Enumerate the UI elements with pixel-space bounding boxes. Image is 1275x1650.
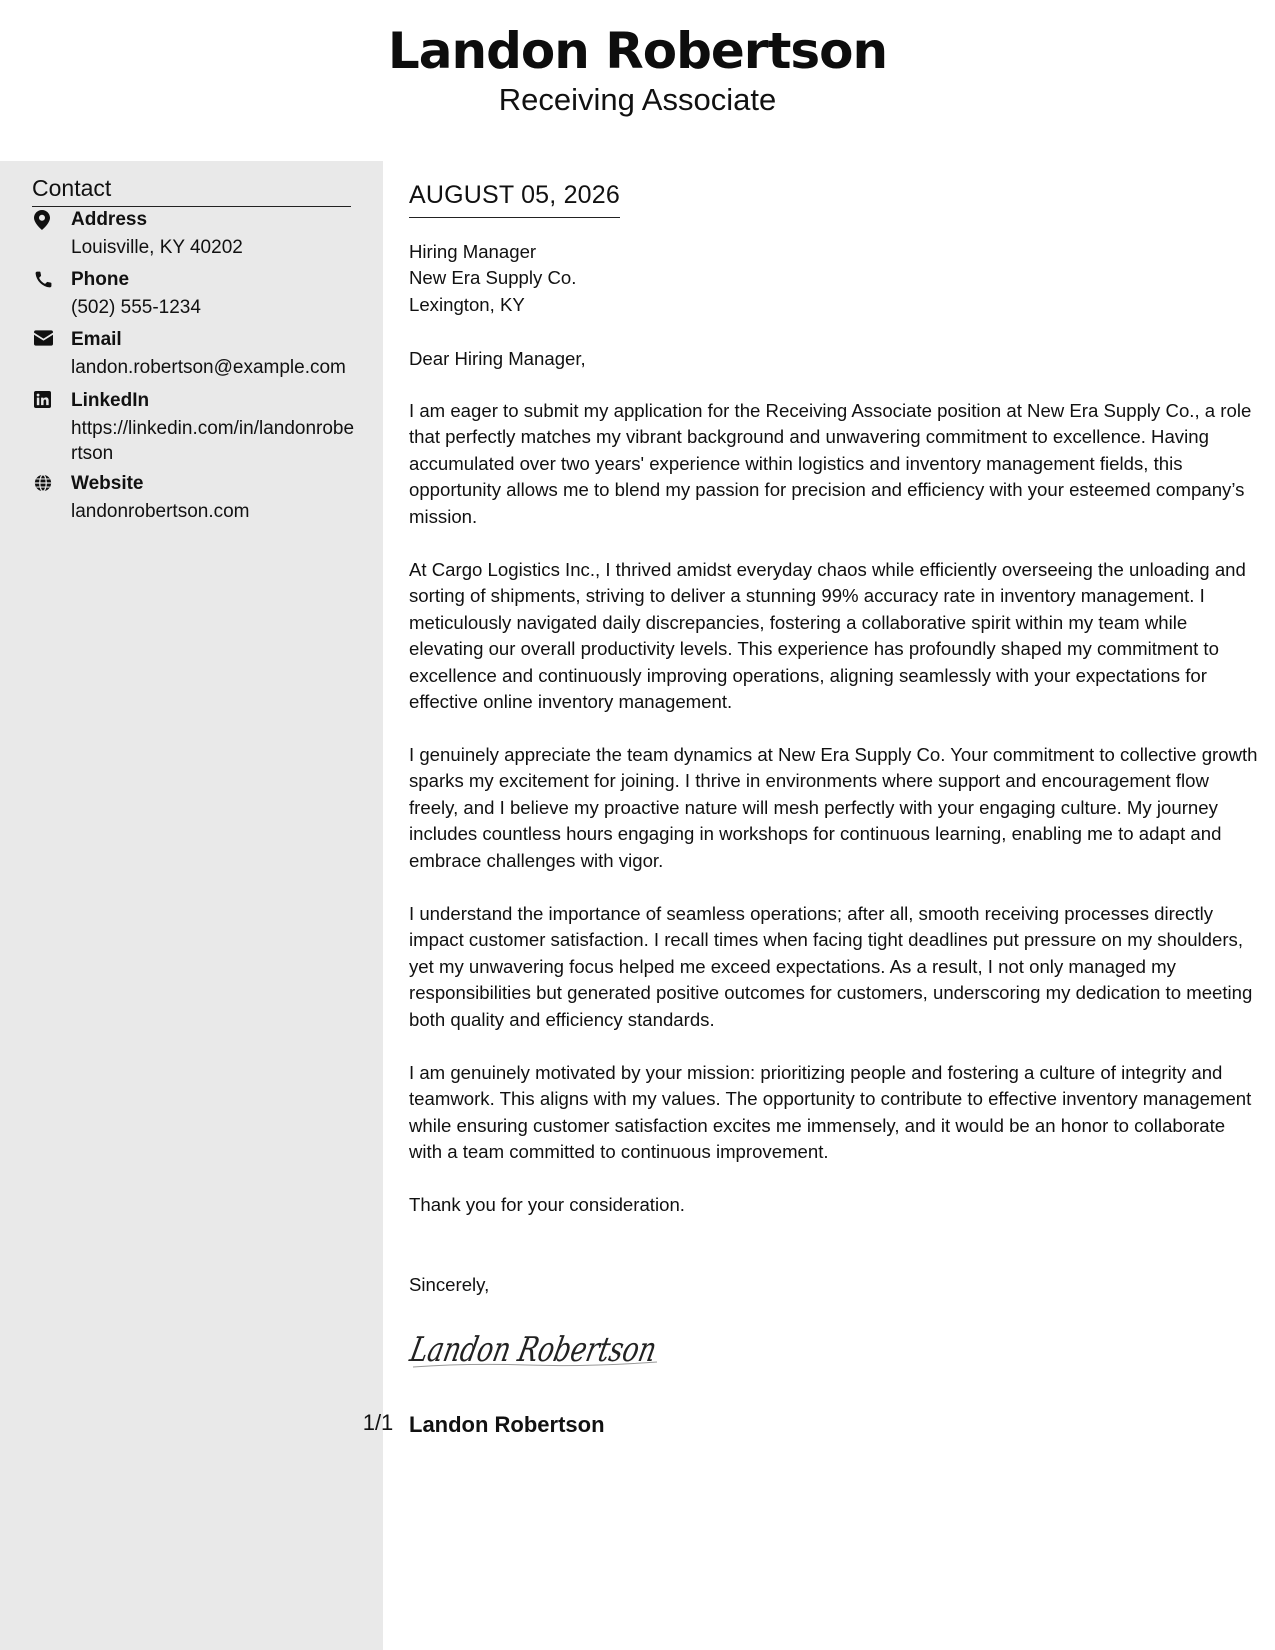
website-value[interactable]: landonrobertson.com (71, 501, 250, 522)
email-value[interactable]: landon.robertson@example.com (71, 357, 346, 378)
body-paragraph: I am genuinely motivated by your mission: prioritizing people and fostering a culture of integrity and teamwork. This aligns with my values. The opportunity to contribute to effective inventory management while ensuring customer satisfaction excites me immensely, and it would be an honor to collaborate with a team committed to continuous improvement. (409, 1062, 1252, 1163)
page-number (0, 1410, 510, 1436)
sign-off: Sincerely, (409, 1274, 490, 1295)
closing-line: Thank you for your consideration. (409, 1194, 685, 1215)
recipient-line: Hiring Manager (409, 241, 537, 262)
body-paragraph: I am eager to submit my application for the Receiving Associate position at New Era Supply Co., a role that perfectly matches my vibrant background and unwavering commitment to excellence. Having accumulated over two years' experience within logistics and inventory management fields, this opportunity allows me to blend my passion for precision and efficiency with your esteemed company’s mission. (409, 400, 1252, 527)
recipient-line: Lexington, KY (409, 293, 525, 315)
globe-icon (34, 474, 52, 494)
applicant-name: Landon Robertson (387, 22, 888, 80)
salutation: Dear Hiring Manager, (409, 348, 586, 369)
header (0, 0, 1275, 161)
linkedin-icon (34, 391, 52, 411)
map-pin-icon (34, 210, 52, 230)
body-paragraph: I genuinely appreciate the team dynamics at New Era Supply Co. Your commitment to collective growth sparks my excitement for joining. I thrive in environments where support and encouragement flow freely, and I believe my proactive nature will mesh perfectly with your engaging culture. My journey includes countless hours engaging in workshops for continuous learning, enabling me to adapt and embrace challenges with vigor. (409, 744, 1258, 871)
phone-icon (34, 270, 52, 290)
address-value: Louisville, KY 40202 (71, 237, 243, 258)
svg-text:Landon Robertson: Landon Robertson (406, 1330, 733, 1370)
signed-name: Landon Robertson (409, 1412, 605, 1437)
letter-date: AUGUST 05, 2026 (409, 181, 620, 218)
linkedin-label: LinkedIn (71, 390, 150, 411)
letter-body (383, 161, 1275, 1650)
phone-label: Phone (71, 269, 130, 290)
envelope-icon (34, 330, 52, 350)
linkedin-value[interactable]: https://linkedin.com/in/landonrobertson (71, 418, 355, 464)
email-label: Email (71, 329, 122, 350)
body-paragraph: At Cargo Logistics Inc., I thrived amidst everyday chaos while efficiently overseeing the unloading and sorting of shipments, striving to deliver a stunning 99% accuracy rate in inventory management. I meticulously navigated daily discrepancies, fostering a collaborative spirit within my team while elevating our overall productivity levels. This experience has profoundly shaped my commitment to excellence and continuously improving operations, aligning seamlessly with your expectations for effective online inventory management. (409, 559, 1246, 713)
body-paragraph: I understand the importance of seamless operations; after all, smooth receiving processes directly impact customer satisfaction. I recall times when facing tight deadlines put pressure on my shoulders, yet my unwavering focus helped me exceed expectations. As a result, I not only managed my responsibilities but generated positive outcomes for customers, underscoring my dedication to meeting both quality and efficiency standards. (409, 903, 1253, 1030)
phone-value: (502) 555-1234 (71, 297, 201, 318)
page-number-text: 1/1 (362, 1410, 394, 1435)
handwritten-signature (406, 1321, 733, 1381)
recipient-block (409, 239, 1259, 318)
contact-heading: Contact (32, 175, 351, 207)
recipient-line: New Era Supply Co. (409, 267, 577, 289)
job-title: Receiving Associate (498, 82, 777, 117)
website-label: Website (71, 473, 144, 494)
address-label: Address (71, 209, 148, 230)
